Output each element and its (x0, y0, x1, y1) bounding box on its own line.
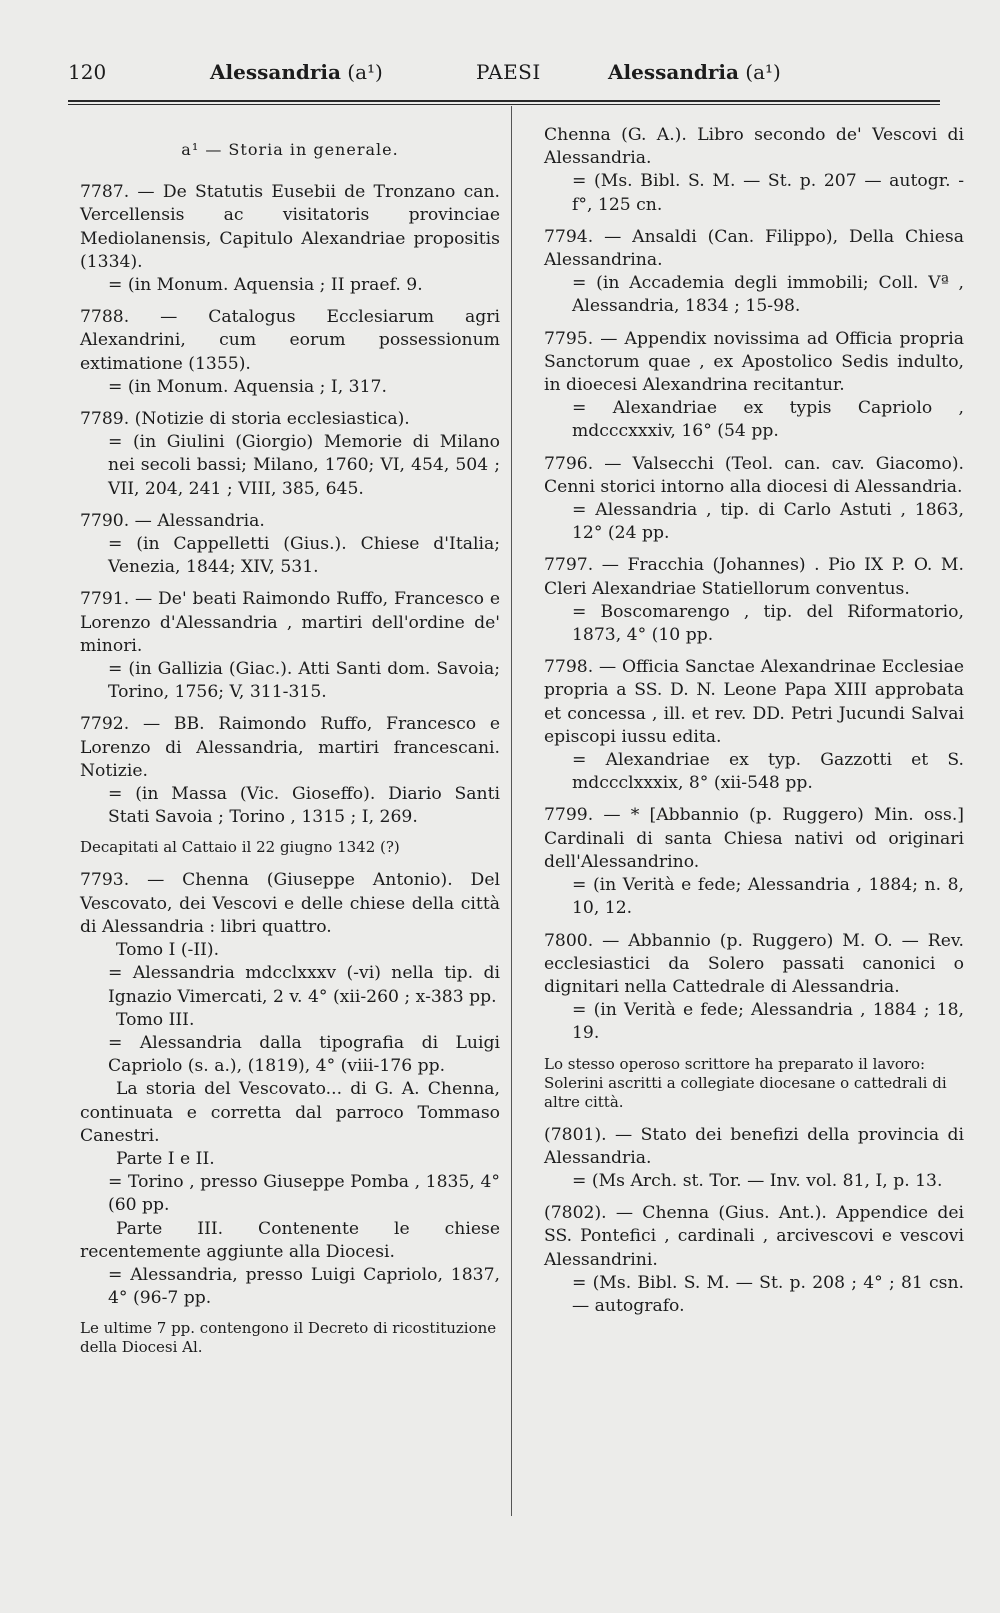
header-rule (68, 100, 940, 102)
entry-7792 (80, 713, 500, 829)
entry-ref: = Alexandriae ex typis Capriolo , mdcccxxxiv, 16° (54 pp. (572, 398, 964, 442)
entry-7789 (80, 408, 500, 501)
parte3-label: Parte III. Contenente le chiese recentemente aggiunte alla Diocesi. (80, 1218, 500, 1262)
entry-7794 (544, 226, 964, 319)
continuation: La storia del Vescovato... di G. A. Chenna, continuata e corretta dal parroco Tommaso Canestri. (80, 1079, 500, 1146)
entry-text: 7794. — Ansaldi (Can. Filippo), Della Chiesa Alessandrina. (544, 226, 964, 271)
entry-ref: = (in Accademia degli immobili; Coll. Vª , Alessandria, 1834 ; 15-98. (572, 273, 964, 317)
tomo1-ref: = Alessandria mdcclxxxv (-vi) nella tip. di Ignazio Vimercati, 2 v. 4° (xii-260 ; x-383 pp. (108, 963, 500, 1007)
entry-text: (7801). — Stato dei benefizi della provincia di Alessandria. (544, 1124, 964, 1168)
entry-ref: = (Ms. Bibl. S. M. — St. p. 207 — autogr. - f°, 125 cn. (572, 171, 964, 215)
entry-text: 7795. — Appendix novissima ad Officia propria Sanctorum quae , ex Apostolico Sedis indulto, in dioecesi Alexandrina recitantur. (544, 328, 964, 396)
entry-text: 7787. — De Statutis Eusebii de Tronzano can. Vercellensis ac visitatoris provinciae Mediolanensis, Capitulo Alexandriae propositis (1334). (80, 182, 500, 272)
entry-text: 7790. — Alessandria. (80, 510, 265, 531)
entry-text: 7791. — De' beati Raimondo Ruffo, Francesco e Lorenzo d'Alessandria , martiri dell'ordine de' minori. (80, 589, 500, 656)
entry-text: 7789. (Notizie di storia ecclesiastica). (80, 409, 410, 430)
entry-text: 7799. — * [Abbannio (p. Ruggero) Min. oss.] Cardinali di santa Chiesa nativi od originari dell'Alessandrino. (544, 805, 964, 872)
entry-text: 7798. — Officia Sanctae Alexandrinae Ecclesiae propria a SS. D. N. Leone Papa XIII approbata et concessa , ill. et rev. DD. Petri Jucundi Salvai episcopi iussu edita. (544, 657, 964, 747)
entry-7793 (80, 869, 500, 1310)
entry-7799 (544, 804, 964, 920)
entry-ref: = (in Cappelletti (Gius.). Chiese d'Italia; Venezia, 1844; XIV, 531. (108, 534, 500, 578)
entry-7802 (544, 1202, 964, 1318)
tomo1-label: Tomo I (-II). (116, 940, 220, 961)
entry-ref: = (Ms. Bibl. S. M. — St. p. 208 ; 4° ; 81 csn. — autografo. (572, 1272, 964, 1316)
page-number: 120 (68, 60, 107, 84)
entry-ref: = (in Verità e fede; Alessandria , 1884 ; 18, 19. (572, 1000, 964, 1044)
tomo3-ref: = Alessandria dalla tipografia di Luigi Capriolo (s. a.), (1819), 4° (viii-176 pp. (108, 1032, 500, 1077)
entry-ref: = (in Monum. Aquensia ; II praef. 9. (108, 275, 423, 296)
header-rule-thin (68, 104, 940, 105)
left-column (80, 124, 500, 1369)
entry-7790 (80, 510, 500, 580)
header-left-title: Alessandria (a¹) (210, 60, 383, 84)
entry-7796 (544, 453, 964, 546)
column-divider (511, 106, 512, 1516)
entry-7797 (544, 554, 964, 647)
entry-chenna-libro (544, 124, 964, 217)
entry-text: 7796. — Valsecchi (Teol. can. cav. Giacomo). Cenni storici intorno alla diocesi di Alessandria. (544, 453, 964, 497)
entry-ref: = Alessandria , tip. di Carlo Astuti , 1863, 12° (24 pp. (572, 500, 964, 544)
entry-text: 7800. — Abbannio (p. Ruggero) M. O. — Rev. ecclesiastici da Solero passati canonici o dignitari nella Cattedrale di Alessandria. (544, 930, 964, 997)
entry-ref: = Boscomarengo , tip. del Riformatorio, 1873, 4° (10 pp. (572, 601, 964, 646)
entry-7791 (80, 588, 500, 704)
header-right-title: Alessandria (a¹) (608, 60, 781, 84)
entry-ref: = (in Gallizia (Giac.). Atti Santi dom. Savoia; Torino, 1756; V, 311-315. (108, 659, 500, 703)
parte1-label: Parte I e II. (116, 1148, 215, 1169)
note-7800: Lo stesso operoso scrittore ha preparato il lavoro: Solerini ascritti a collegiate diocesane o cattedrali di altre città. (544, 1054, 947, 1111)
entry-ref: = (Ms Arch. st. Tor. — Inv. vol. 81, I, p. 13. (572, 1170, 943, 1191)
entry-7787 (80, 181, 500, 297)
entry-7788 (80, 306, 500, 399)
entry-7801 (544, 1124, 964, 1194)
entry-ref: = (in Monum. Aquensia ; I, 317. (108, 376, 387, 397)
entry-text: 7793. — Chenna (Giuseppe Antonio). Del Vescovato, dei Vescovi e delle chiese della città di Alessandria : libri quattro. (80, 870, 500, 937)
parte3-ref: = Alessandria, presso Luigi Capriolo, 1837, 4° (96-7 pp. (108, 1264, 500, 1309)
right-column (544, 124, 964, 1327)
parte1-ref: = Torino , presso Giuseppe Pomba , 1835, 4° (60 pp. (108, 1172, 500, 1216)
entry-text: (7802). — Chenna (Gius. Ant.). Appendice dei SS. Pontefici , cardinali , arcivescovi e vescovi Alessandrini. (544, 1203, 964, 1270)
note-7793: Le ultime 7 pp. contengono il Decreto di ricostituzione della Diocesi Al. (80, 1319, 497, 1357)
entry-ref: = (in Verità e fede; Alessandria , 1884; n. 8, 10, 12. (572, 875, 964, 919)
entry-text: Chenna (G. A.). Libro secondo de' Vescovi di Alessandria. (544, 125, 964, 169)
entry-7798 (544, 656, 964, 795)
entry-text: 7792. — BB. Raimondo Ruffo, Francesco e Lorenzo di Alessandria, martiri francescani. Notizie. (80, 714, 500, 781)
entry-text: 7788. — Catalogus Ecclesiarum agri Alexandrini, cum eorum possessionum extimatione (1355). (80, 307, 500, 374)
header-center: PAESI (476, 60, 541, 84)
section-heading: a¹ — Storia in generale. (181, 140, 399, 159)
tomo3-label: Tomo III. (116, 1009, 195, 1030)
entry-7795 (544, 328, 964, 444)
note-7792: Decapitati al Cattaio il 22 giugno 1342 (?) (80, 838, 400, 857)
entry-text: 7797. — Fracchia (Johannes) . Pio IX P. O. M. Cleri Alexandriae Statiellorum conventus. (544, 555, 964, 599)
entry-ref: = (in Giulini (Giorgio) Memorie di Milano nei secoli bassi; Milano, 1760; VI, 454, 504 ; VII, 204, 241 ; VIII, 385, 645. (108, 432, 500, 499)
entry-7800 (544, 930, 964, 1046)
running-header (68, 60, 940, 92)
entry-ref: = (in Massa (Vic. Gioseffo). Diario Santi Stati Savoia ; Torino , 1315 ; I, 269. (108, 784, 500, 828)
entry-ref: = Alexandriae ex typ. Gazzotti et S. mdccclxxxix, 8° (xii-548 pp. (572, 750, 964, 794)
